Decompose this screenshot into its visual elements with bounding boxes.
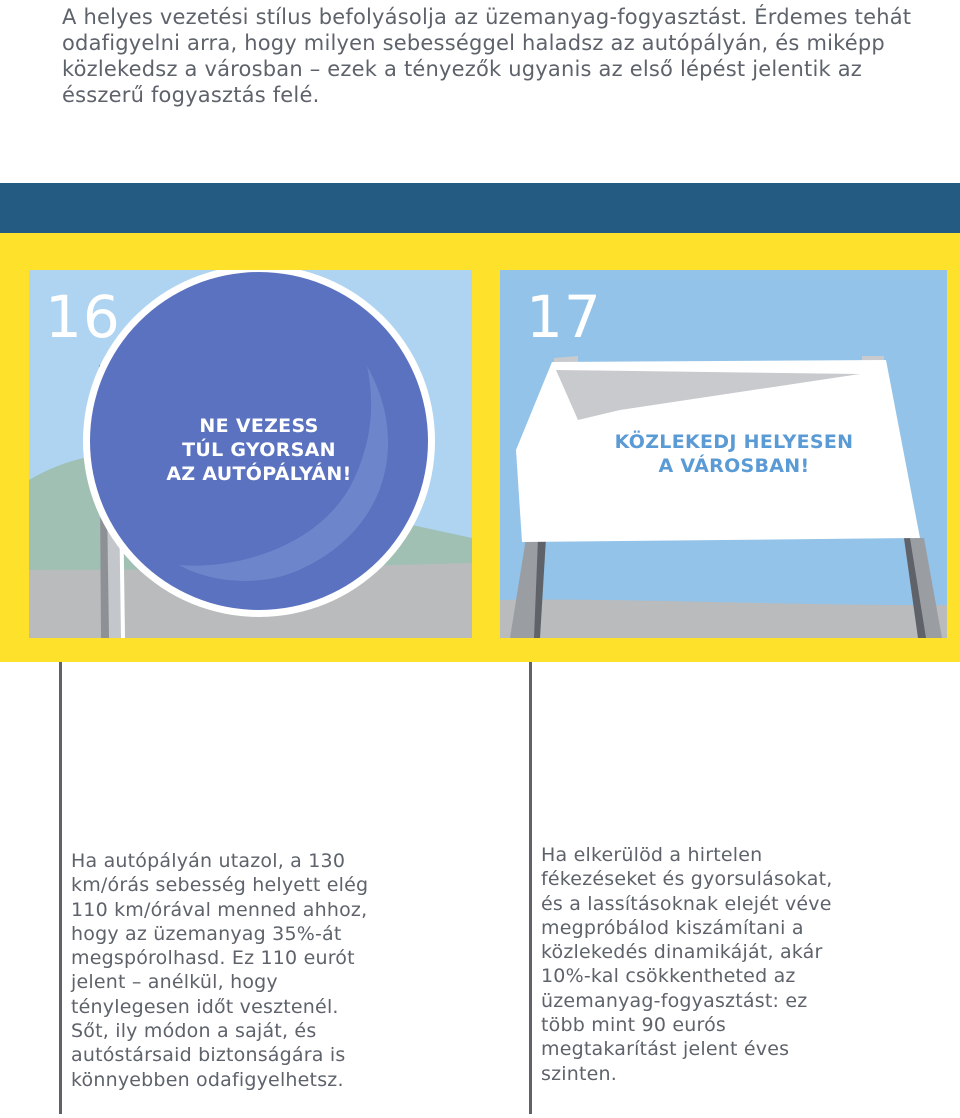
tip-number: 17 xyxy=(526,283,602,351)
sign-line: AZ AUTÓPÁLYÁN! xyxy=(166,463,352,485)
column-divider xyxy=(59,662,62,1114)
tip-16-text: Ha autópályán utazol, a 130 km/órás sebesség helyett elég 110 km/órával menned ahhoz, hogy az üzemanyag 35%-át megspórolhasd. Ez 110 eurót jelent – anélkül, hogy ténylegesen időt vesztenél. Sőt, ily módon a saját, és autóstársaid biztonságára is könnyebben odafigyelhetsz. xyxy=(71,850,369,1091)
header-band xyxy=(0,183,960,233)
sign-line: A VÁROSBAN! xyxy=(658,455,810,477)
highway-sign-text xyxy=(159,414,359,486)
sign-line: TÚL GYORSAN xyxy=(182,439,336,461)
tip-17-text: Ha elkerülöd a hirtelen fékezéseket és gyorsulásokat, és a lassításoknak elejét véve megpróbálod kiszámítani a közlekedés dinamikáját, akár 10%-kal csökkentheted az üzemanyag-fogyasztást: ez több mint 90 eurós megtakarítást jelent éves szinten. xyxy=(541,844,833,1085)
sign-line: NE VEZESS xyxy=(199,415,319,437)
column-divider xyxy=(529,662,532,1114)
tip-number: 16 xyxy=(45,283,121,351)
city-sign-text xyxy=(584,430,884,478)
intro-paragraph: A helyes vezetési stílus befolyásolja az üzemanyag-fogyasztást. Érdemes tehát odafigyelni arra, hogy milyen sebességgel haladsz az autópályán, és miképp közlekedsz a városban – ezek a tényezők ugyanis az első lépést jelentik az ésszerű fogyasztás felé. xyxy=(62,5,912,107)
sign-line: KÖZLEKEDJ HELYESEN xyxy=(614,431,854,453)
tip-17-illustration xyxy=(500,270,947,638)
tip-16-illustration xyxy=(29,270,472,638)
